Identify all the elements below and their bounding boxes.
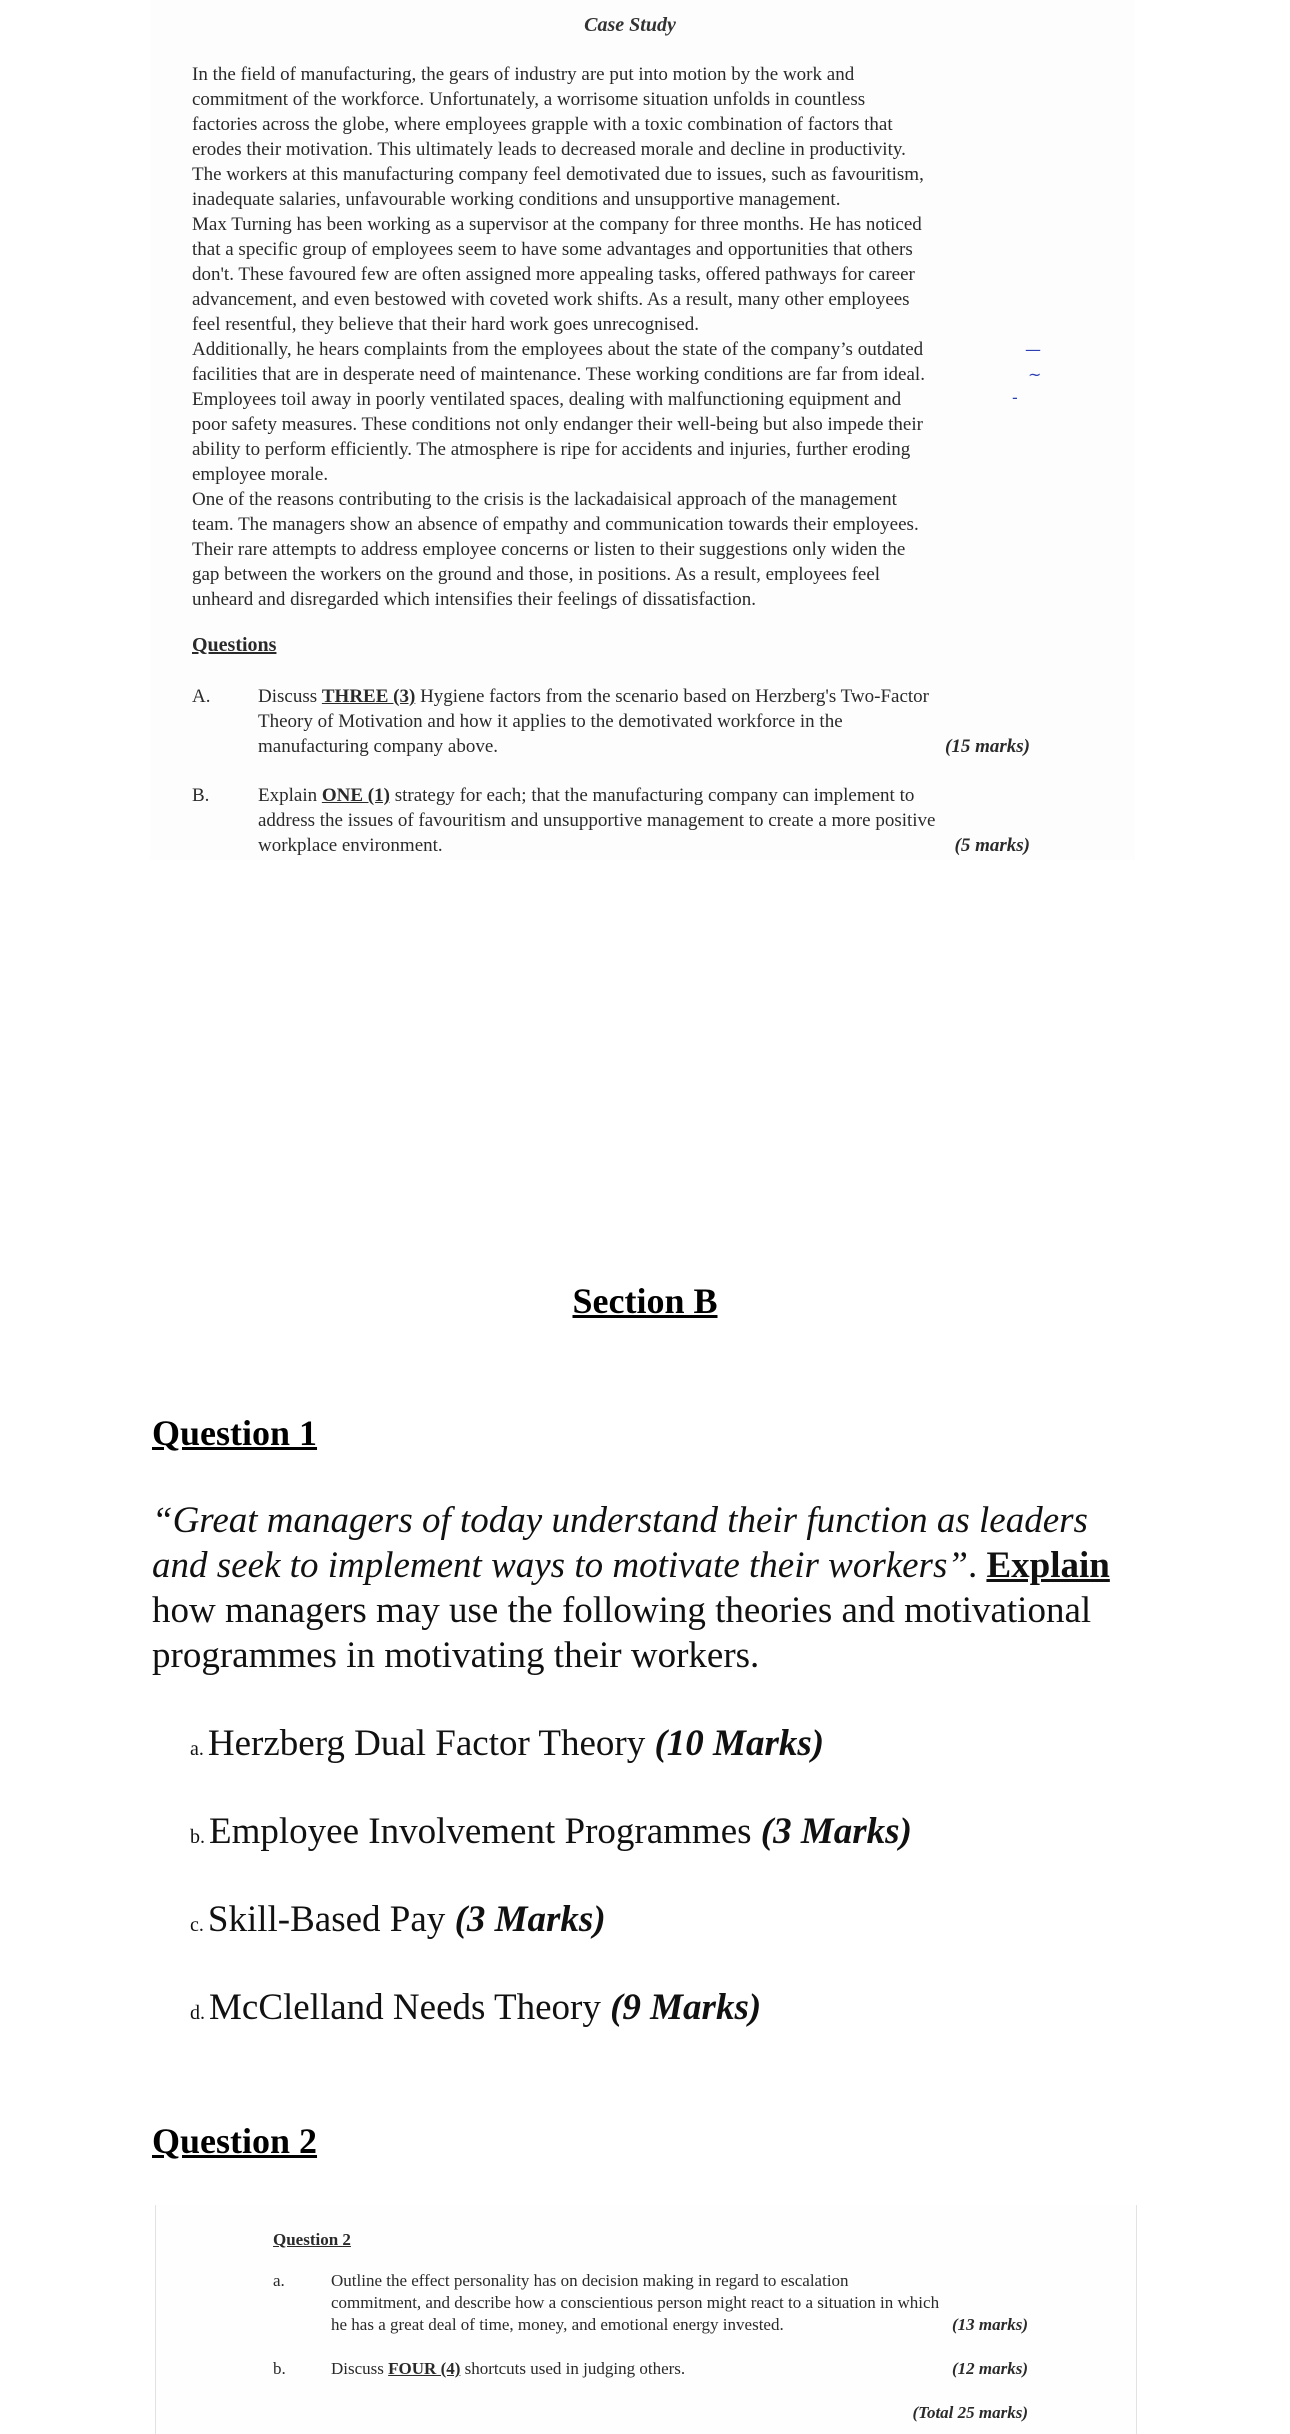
case-line: that a specific group of employees seem to have some advantages and opportunities that others	[192, 239, 913, 260]
question-2-heading: Question 2	[152, 2121, 318, 2161]
case-line: employee morale.	[192, 464, 329, 485]
question-a-letter: A.	[192, 686, 211, 707]
marks-label: (15 marks)	[945, 736, 1030, 757]
question-2b: b. Discuss FOUR (4) shortcuts used in judging others. (12 marks)	[273, 2359, 1028, 2378]
case-line: One of the reasons contributing to the crisis is the lackadaisical approach of the management	[192, 489, 897, 510]
case-line: Max Turning has been working as a supervisor at the company for three months. He has noticed	[192, 214, 922, 235]
case-line: inadequate salaries, unfavourable working conditions and unsupportive management.	[192, 189, 841, 210]
case-line: Their rare attempts to address employee concerns or listen to their suggestions only widen the	[192, 539, 906, 560]
case-line: team. The managers show an absence of empathy and communication towards their employees.	[192, 514, 919, 535]
case-line: In the field of manufacturing, the gears of industry are put into motion by the work and	[192, 64, 855, 85]
case-line: The workers at this manufacturing company feel demotivated due to issues, such as favouritism,	[192, 164, 924, 185]
case-line: facilities that are in desperate need of maintenance. These working conditions are far from ideal.	[192, 364, 925, 385]
list-item: a. Herzberg Dual Factor Theory (10 Marks)	[190, 1723, 825, 1764]
explain-keyword: Explain	[986, 1545, 1110, 1586]
case-line: poor safety measures. These conditions not only endanger their well-being but also impede their	[192, 414, 923, 435]
question-1-prompt: “Great managers of today understand their function as leaders and seek to implement ways to motivate their workers”. Explain how managers may use the following theories and motivational programmes in motivating their workers.	[152, 1500, 1110, 1676]
emphasis-one: ONE (1)	[321, 785, 390, 806]
case-line: erodes their motivation. This ultimately leads to decreased morale and decline in productivity.	[192, 139, 906, 160]
case-line: Additionally, he hears complaints from the employees about the state of the company’s outdated	[192, 339, 924, 360]
list-item: c. Skill-Based Pay (3 Marks)	[190, 1899, 606, 1940]
marks-label: (5 marks)	[954, 835, 1030, 856]
case-line: don't. These favoured few are often assigned more appealing tasks, offered pathways for career	[192, 264, 915, 285]
case-line: factories across the globe, where employees grapple with a toxic combination of factors that	[192, 114, 893, 135]
list-item: d. McClelland Needs Theory (9 Marks)	[190, 1987, 762, 2028]
case-line: Employees toil away in poorly ventilated spaces, dealing with malfunctioning equipment and	[192, 389, 902, 410]
questions-heading: Questions	[192, 634, 277, 656]
pen-mark: ~	[1028, 365, 1042, 384]
list-item: b. Employee Involvement Programmes (3 Marks)	[190, 1811, 912, 1852]
case-study-body	[192, 62, 1072, 612]
case-line: ability to perform efficiently. The atmosphere is ripe for accidents and injuries, further eroding	[192, 439, 911, 460]
emphasis-four: FOUR (4)	[388, 2359, 461, 2378]
total-marks: (Total 25 marks)	[912, 2403, 1028, 2422]
pen-mark: -	[1012, 388, 1018, 407]
question-a: A. Discuss THREE (3) Hygiene factors from the scenario based on Herzberg's Two-Factor Theory of Motivation and how it applies to the demotivated workforce in the manufacturing company above. (15 marks)	[192, 686, 1030, 757]
case-line: feel resentful, they believe that their hard work goes unrecognised.	[192, 314, 700, 335]
marks-label: (13 marks)	[951, 2315, 1028, 2334]
case-line: unheard and disregarded which intensifies their feelings of dissatisfaction.	[192, 589, 757, 610]
question-1-heading: Question 1	[152, 1413, 318, 1453]
question-2-scan	[155, 2205, 1137, 2434]
question-2a: a. Outline the effect personality has on decision making in regard to escalation commitment, and describe how a conscientious person might react to a situation in which he has a great deal of time, money, and emotional energy invested. (13 marks)	[273, 2271, 1028, 2334]
case-line: commitment of the workforce. Unfortunately, a worrisome situation unfolds in countless	[192, 89, 866, 110]
pen-mark: —	[1025, 340, 1041, 359]
marks-label: (12 marks)	[951, 2359, 1028, 2378]
case-line: gap between the workers on the ground and those, in positions. As a result, employees feel	[192, 564, 881, 585]
case-study-title: Case Study	[584, 14, 676, 36]
case-study-scan	[150, 0, 1135, 860]
section-b-title: Section B	[572, 1281, 718, 1321]
emphasis-three: THREE (3)	[321, 686, 416, 707]
question-b: B. Explain ONE (1) strategy for each; that the manufacturing company can implement to address the issues of favouritism and unsupportive management to create a more positive workplace environment. (5 marks)	[192, 785, 1030, 856]
scan-question-2-heading: Question 2	[273, 2230, 351, 2249]
question-b-letter: B.	[192, 785, 210, 806]
case-line: advancement, and even bestowed with coveted work shifts. As a result, many other employees	[192, 289, 910, 310]
